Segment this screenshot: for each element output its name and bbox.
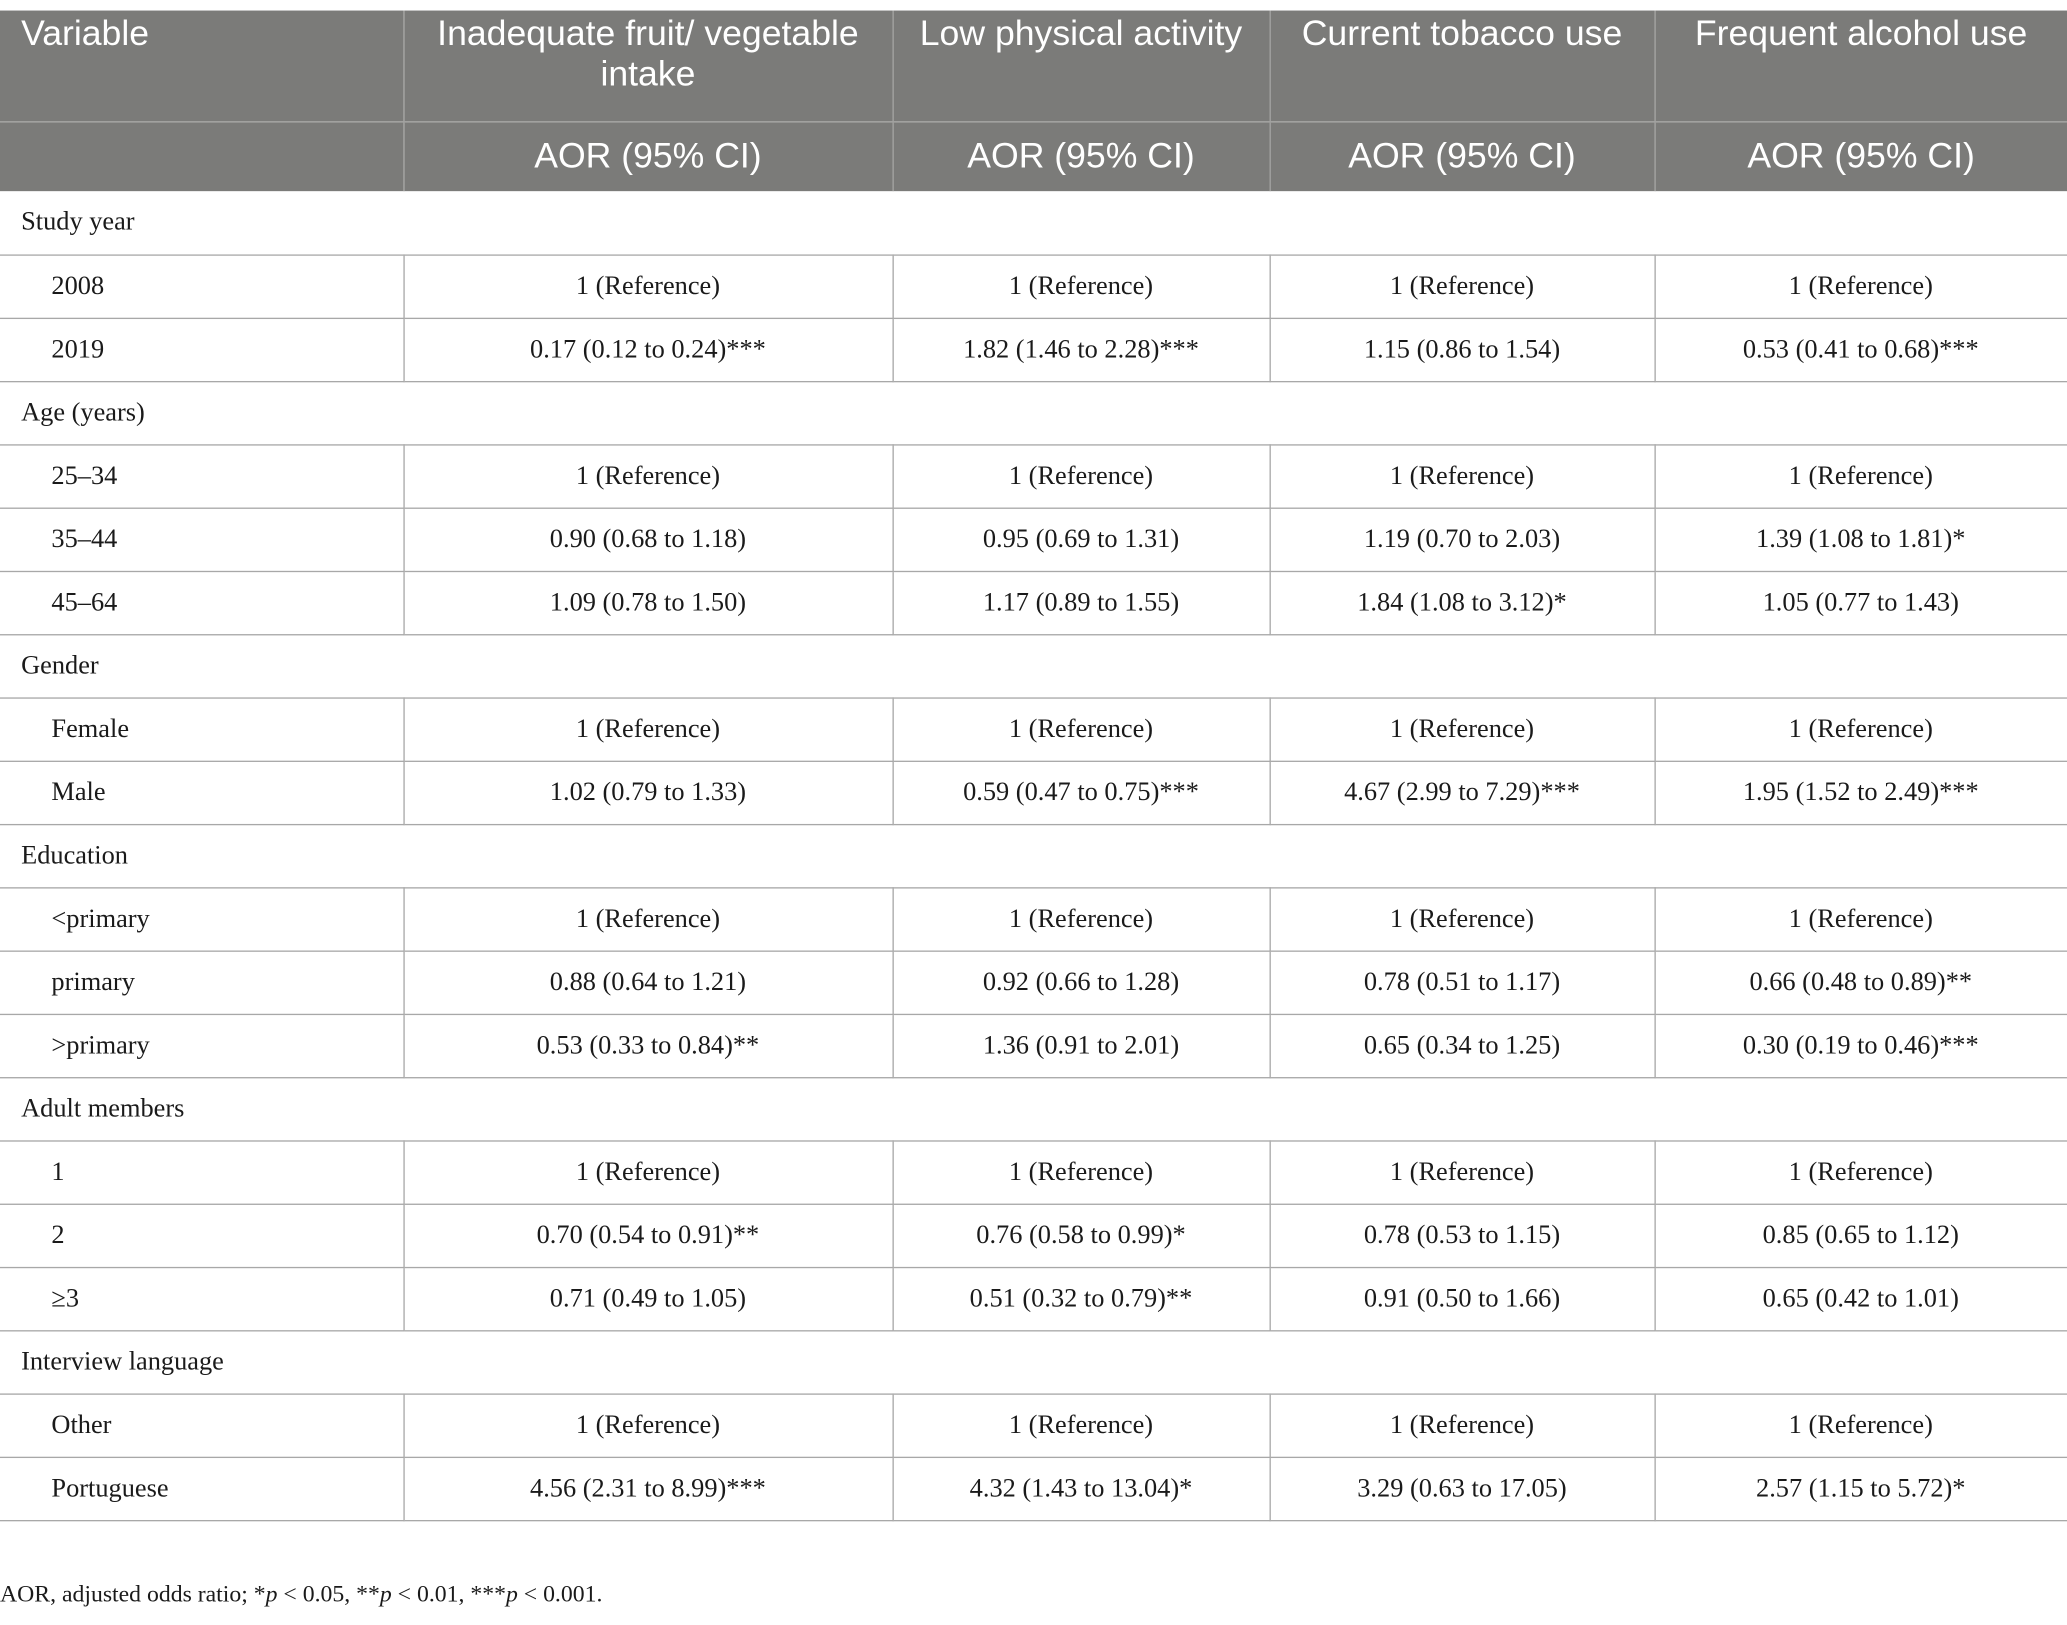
aor-cell: 1 (Reference) — [892, 444, 1269, 507]
table-row — [0, 887, 2067, 950]
category-label: 35–44 — [0, 508, 403, 571]
footnote-p: p — [379, 1580, 392, 1608]
aor-cell: 1 (Reference) — [1654, 887, 2067, 950]
aor-cell: 0.85 (0.65 to 1.12) — [1654, 1204, 2067, 1267]
category-label: 2 — [0, 1204, 403, 1267]
footnote-p: p — [265, 1580, 278, 1608]
aor-cell: 0.88 (0.64 to 1.21) — [403, 950, 892, 1013]
aor-cell: 4.56 (2.31 to 8.99)*** — [403, 1457, 892, 1520]
table-row — [0, 761, 2067, 824]
aor-cell: 0.53 (0.41 to 0.68)*** — [1654, 318, 2067, 381]
aor-cell: 1 (Reference) — [1270, 1393, 1655, 1456]
aor-cell: 0.92 (0.66 to 1.28) — [892, 950, 1269, 1013]
aor-cell: 1 (Reference) — [1654, 444, 2067, 507]
aor-cell: 0.71 (0.49 to 1.05) — [403, 1267, 892, 1330]
table-header — [0, 11, 2067, 192]
aor-cell: 1.39 (1.08 to 1.81)* — [1654, 508, 2067, 571]
aor-cell: 0.53 (0.33 to 0.84)** — [403, 1014, 892, 1077]
aor-cell: 1 (Reference) — [1654, 1140, 2067, 1203]
aor-cell: 0.17 (0.12 to 0.24)*** — [403, 318, 892, 381]
section-row — [0, 1077, 2067, 1140]
aor-cell: 0.51 (0.32 to 0.79)** — [892, 1267, 1269, 1330]
aor-cell: 0.65 (0.34 to 1.25) — [1270, 1014, 1655, 1077]
category-label: 1 — [0, 1140, 403, 1203]
aor-cell: 1.84 (1.08 to 3.12)* — [1270, 571, 1655, 634]
category-label: 2008 — [0, 254, 403, 317]
header-variable: Variable — [0, 11, 403, 122]
aor-cell: 1 (Reference) — [892, 887, 1269, 950]
aor-cell: 0.90 (0.68 to 1.18) — [403, 508, 892, 571]
aor-cell: 0.30 (0.19 to 0.46)*** — [1654, 1014, 2067, 1077]
table-row — [0, 571, 2067, 634]
aor-cell: 1.15 (0.86 to 1.54) — [1270, 318, 1655, 381]
aor-cell: 1 (Reference) — [403, 254, 892, 317]
category-label: ≥3 — [0, 1267, 403, 1330]
section-label: Age (years) — [0, 381, 2067, 444]
header-measure: AOR (95% CI) — [1654, 121, 2067, 191]
header-measure: AOR (95% CI) — [892, 121, 1269, 191]
aor-cell: 1 (Reference) — [1270, 697, 1655, 760]
header-measure: AOR (95% CI) — [1270, 121, 1655, 191]
aor-cell: 1 (Reference) — [403, 444, 892, 507]
section-label: Interview language — [0, 1330, 2067, 1393]
header-physical-activity: Low physical activity — [892, 11, 1269, 122]
aor-cell: 0.66 (0.48 to 0.89)** — [1654, 950, 2067, 1013]
footnote-threshold: < 0.01, *** — [391, 1580, 506, 1608]
table-row — [0, 1457, 2067, 1520]
header-tobacco: Current tobacco use — [1270, 11, 1655, 122]
table-body — [0, 191, 2067, 1520]
section-row — [0, 1330, 2067, 1393]
section-row — [0, 381, 2067, 444]
aor-cell: 1 (Reference) — [1270, 444, 1655, 507]
aor-cell: 1 (Reference) — [892, 1393, 1269, 1456]
footnote-lead: AOR, adjusted odds ratio; * — [0, 1580, 266, 1608]
aor-cell: 1.02 (0.79 to 1.33) — [403, 761, 892, 824]
header-row-measure — [0, 121, 2067, 191]
section-label: Education — [0, 824, 2067, 887]
section-label: Gender — [0, 634, 2067, 697]
aor-cell: 1 (Reference) — [1270, 887, 1655, 950]
table-row — [0, 1140, 2067, 1203]
aor-cell: 1.36 (0.91 to 2.01) — [892, 1014, 1269, 1077]
aor-cell: 1 (Reference) — [1654, 1393, 2067, 1456]
table-row — [0, 950, 2067, 1013]
category-label: >primary — [0, 1014, 403, 1077]
aor-cell: 4.32 (1.43 to 13.04)* — [892, 1457, 1269, 1520]
category-label: Portuguese — [0, 1457, 403, 1520]
aor-cell: 0.59 (0.47 to 0.75)*** — [892, 761, 1269, 824]
section-row — [0, 191, 2067, 254]
header-measure: AOR (95% CI) — [403, 121, 892, 191]
table-row — [0, 508, 2067, 571]
category-label: Other — [0, 1393, 403, 1456]
aor-cell: 1.05 (0.77 to 1.43) — [1654, 571, 2067, 634]
aor-cell: 1 (Reference) — [1270, 254, 1655, 317]
aor-cell: 1 (Reference) — [892, 697, 1269, 760]
section-label: Adult members — [0, 1077, 2067, 1140]
aor-cell: 1 (Reference) — [403, 697, 892, 760]
aor-cell: 0.76 (0.58 to 0.99)* — [892, 1204, 1269, 1267]
aor-cell: 1 (Reference) — [403, 1393, 892, 1456]
table-row — [0, 1204, 2067, 1267]
aor-cell: 1 (Reference) — [1654, 254, 2067, 317]
aor-cell: 0.91 (0.50 to 1.66) — [1270, 1267, 1655, 1330]
category-label: Female — [0, 697, 403, 760]
section-row — [0, 824, 2067, 887]
results-table — [0, 11, 2067, 1521]
header-fruit-vegetable: Inadequate fruit/ vegetable intake — [403, 11, 892, 122]
section-label: Study year — [0, 191, 2067, 254]
category-label: primary — [0, 950, 403, 1013]
footnote-threshold: < 0.001. — [517, 1580, 603, 1608]
table-row — [0, 1267, 2067, 1330]
aor-cell: 1 (Reference) — [403, 887, 892, 950]
aor-cell: 1.09 (0.78 to 1.50) — [403, 571, 892, 634]
aor-cell: 4.67 (2.99 to 7.29)*** — [1270, 761, 1655, 824]
category-label: <primary — [0, 887, 403, 950]
aor-cell: 1 (Reference) — [892, 1140, 1269, 1203]
table-row — [0, 318, 2067, 381]
table-row — [0, 1014, 2067, 1077]
aor-cell: 1.19 (0.70 to 2.03) — [1270, 508, 1655, 571]
footnote-threshold: < 0.05, ** — [277, 1580, 380, 1608]
aor-cell: 1 (Reference) — [403, 1140, 892, 1203]
aor-cell: 0.65 (0.42 to 1.01) — [1654, 1267, 2067, 1330]
header-blank — [0, 121, 403, 191]
header-alcohol: Frequent alcohol use — [1654, 11, 2067, 122]
header-row-outcomes — [0, 11, 2067, 122]
aor-cell: 1 (Reference) — [1270, 1140, 1655, 1203]
category-label: 25–34 — [0, 444, 403, 507]
table-row — [0, 254, 2067, 317]
category-label: 2019 — [0, 318, 403, 381]
category-label: 45–64 — [0, 571, 403, 634]
section-row — [0, 634, 2067, 697]
table-footnote — [0, 1581, 602, 1609]
table-row — [0, 1393, 2067, 1456]
aor-cell: 0.70 (0.54 to 0.91)** — [403, 1204, 892, 1267]
table-row — [0, 697, 2067, 760]
aor-cell: 0.78 (0.51 to 1.17) — [1270, 950, 1655, 1013]
aor-cell: 1 (Reference) — [1654, 697, 2067, 760]
footnote-p: p — [505, 1580, 518, 1608]
aor-cell: 1 (Reference) — [892, 254, 1269, 317]
aor-cell: 0.95 (0.69 to 1.31) — [892, 508, 1269, 571]
table-row — [0, 444, 2067, 507]
aor-cell: 2.57 (1.15 to 5.72)* — [1654, 1457, 2067, 1520]
aor-cell: 0.78 (0.53 to 1.15) — [1270, 1204, 1655, 1267]
category-label: Male — [0, 761, 403, 824]
aor-cell: 1.95 (1.52 to 2.49)*** — [1654, 761, 2067, 824]
aor-cell: 1.82 (1.46 to 2.28)*** — [892, 318, 1269, 381]
aor-cell: 1.17 (0.89 to 1.55) — [892, 571, 1269, 634]
aor-cell: 3.29 (0.63 to 17.05) — [1270, 1457, 1655, 1520]
